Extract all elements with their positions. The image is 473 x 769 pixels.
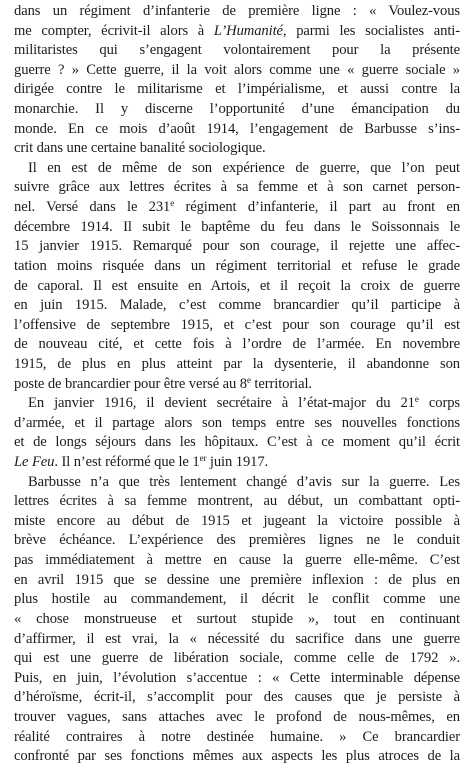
text-line: qui est une guerre de libération sociale, comme celle de 1792 ».: [14, 650, 460, 667]
text-line: de caporal. Il est ensuite en Artois, et il reçoit la croix de guerre: [14, 277, 460, 294]
text-line: d’affirmer, il est vrai, la « nécessité du sacrifice dans une guerre: [14, 630, 460, 647]
text-line: crit dans une certaine banalité sociologique.: [14, 140, 266, 157]
text-line: Puis, en juin, l’évolution s’accentue : « Cette interminable dépense: [14, 669, 460, 686]
text-line: brève échéance. L’expérience des premières lignes ne le conduit: [14, 532, 460, 549]
text-line: me compter, écrivit-il alors à L’Humanité, parmi les socialistes anti-: [14, 22, 460, 39]
text-line: 1915, de plus en plus atteint par la dysenterie, il abandonne son: [14, 355, 460, 372]
text-line: guerre ? » Cette guerre, il la voit alors comme une « guerre sociale »: [14, 61, 460, 78]
text-line: l’offensive de septembre 1915, et c’est pour son courage qu’il est: [14, 316, 460, 333]
paragraph: [14, 394, 460, 472]
paragraph: [14, 473, 460, 767]
text-line: tation moins risquée dans un régiment territorial et refuse le grade: [14, 257, 460, 274]
book-page: [14, 2, 460, 767]
text-line: plus hostile au commandement, il décrit le conflit comme une: [14, 591, 460, 608]
text-line: nel. Versé dans le 231e régiment d’infanterie, il part au front en: [14, 198, 460, 216]
paragraph: [14, 159, 460, 394]
text-line: suivre grâce aux lettres écrites à sa femme et à son carnet person-: [14, 179, 460, 196]
text-line: décembre 1914. Il subit le baptême du feu dans le Soissonnais le: [14, 218, 460, 235]
text-line: En janvier 1916, il devient secrétaire à l’état-major du 21e corps: [28, 394, 460, 412]
text-line: dans un régiment d’infanterie de première ligne : « Voulez-vous: [14, 3, 460, 19]
text-line: d’armée, et il partage alors son temps entre ses nouvelles fonctions: [14, 414, 460, 431]
text-line: trouver vagues, sans attaches avec le profond de nous-mêmes, en: [14, 708, 460, 725]
text-line: Barbusse n’a que très lentement changé d’avis sur la guerre. Les: [28, 473, 460, 490]
text-line: « chose monstrueuse et surtout stupide », tout en continuant: [14, 610, 460, 627]
text-line: confronté par ses fonctions mêmes aux aspects les plus atroces de la: [14, 748, 460, 765]
text-line: 15 janvier 1915. Remarqué pour son courage, il rejette une affec-: [14, 238, 460, 255]
text-line: et de longs séjours dans les hôpitaux. C’est à ce moment qu’il écrit: [14, 434, 460, 451]
paragraph: [14, 2, 460, 159]
text-line: d’héroïsme, écrit-il, s’accomplit pour des causes que je persiste à: [14, 689, 460, 706]
text-line: poste de brancardier pour être versé au 8e territorial.: [14, 374, 312, 392]
text-line: pas immédiatement à mettre en cause la guerre elle-même. C’est: [14, 552, 460, 569]
text-line: Le Feu. Il n’est réformé que le 1er juin 1917.: [14, 453, 269, 471]
text-line: miste encore au début de 1915 et jugeant la victoire possible à: [14, 512, 460, 529]
text-line: en juin 1915. Malade, c’est comme brancardier qu’il participe à: [14, 297, 460, 314]
text-line: dirigée contre le militarisme et l’impérialisme, et aussi contre la: [14, 81, 460, 98]
text-line: monde. En ce mois d’août 1914, l’engagement de Barbusse s’ins-: [14, 120, 460, 137]
text-line: lettres écrites à sa femme montrent, au début, un combattant opti-: [14, 493, 460, 510]
text-line: réalité contraires à notre destinée humaine. » Ce brancardier: [14, 728, 460, 745]
text-line: militaristes qui s’engagent volontairement pour la présente: [14, 42, 460, 59]
text-line: monarchie. Il y discerne l’opportunité d’une émancipation du: [14, 101, 460, 118]
text-line: en avril 1915 que se dessine une première inflexion : de plus en: [14, 571, 460, 588]
text-line: Il en est de même de son expérience de guerre, que l’on peut: [28, 159, 460, 176]
text-line: de nouveau cité, et cette fois à l’ordre de l’armée. En novembre: [14, 336, 460, 353]
